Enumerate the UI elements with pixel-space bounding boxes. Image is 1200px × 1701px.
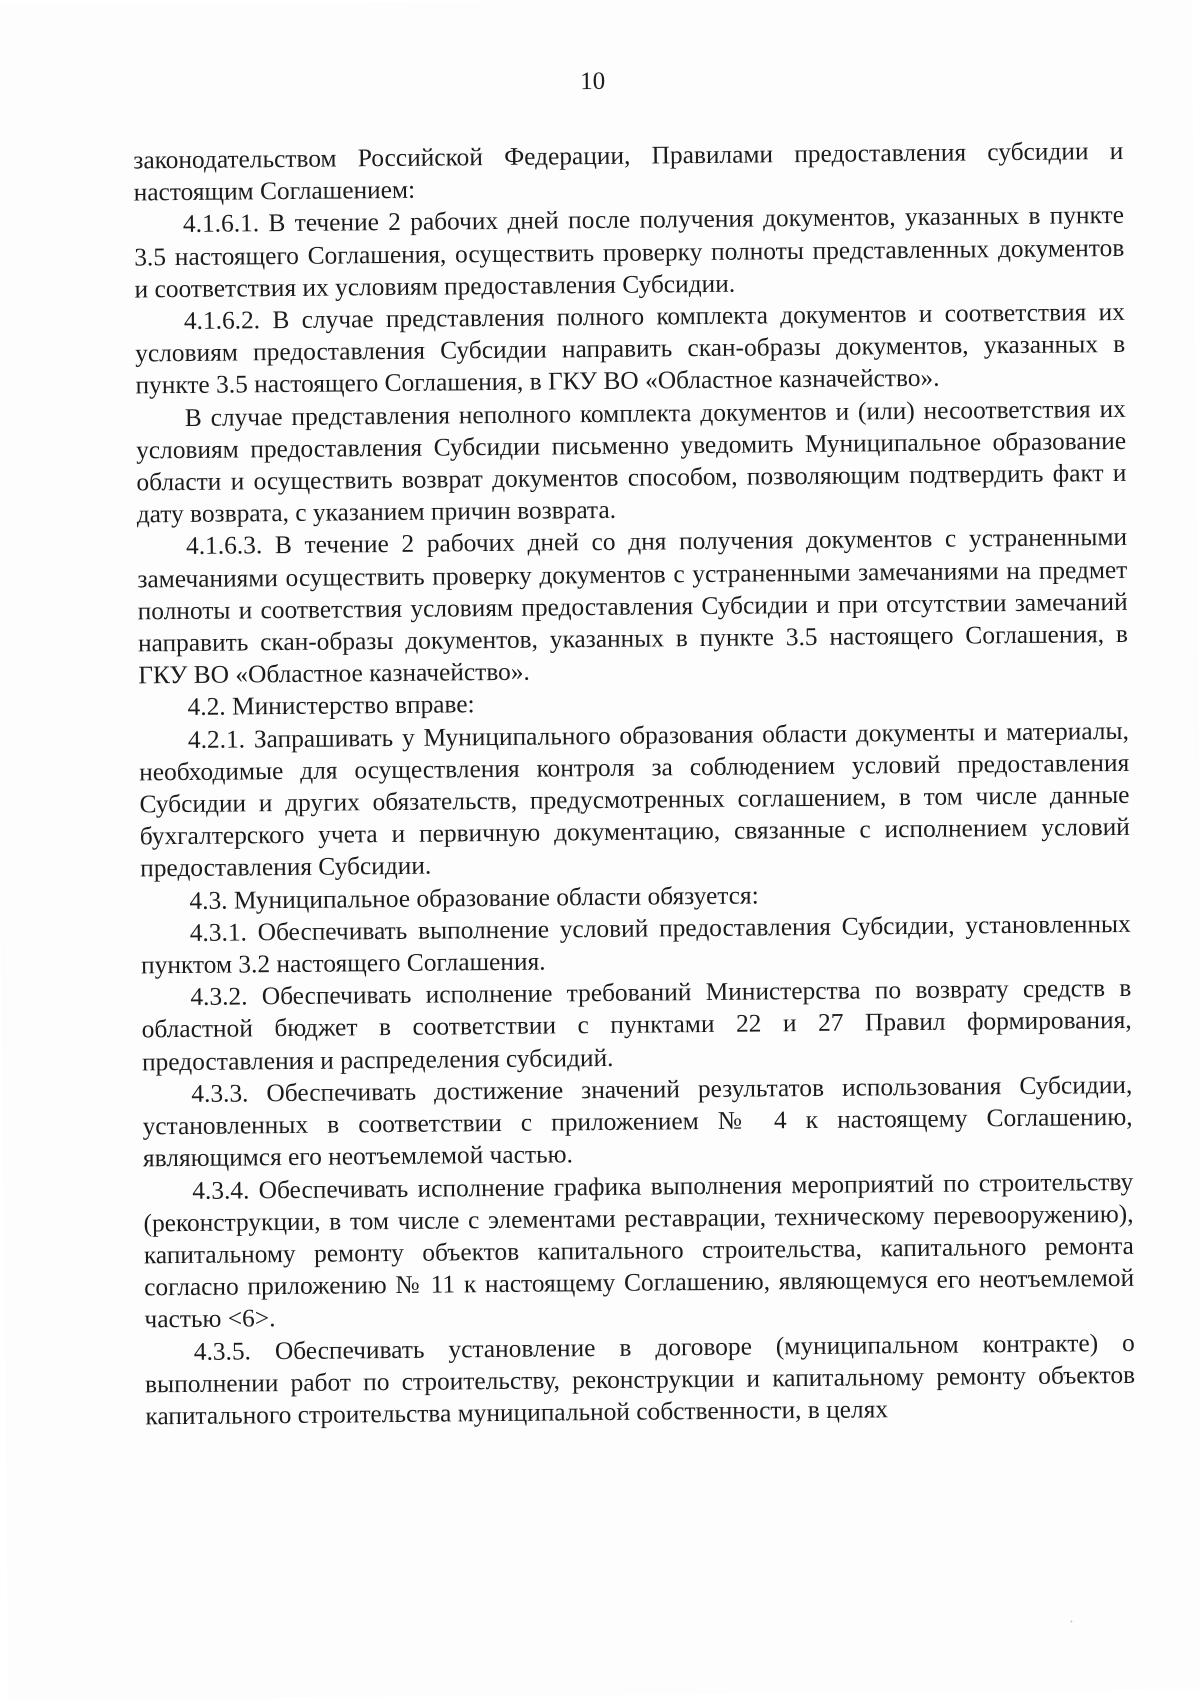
paragraph-4-1-6-1: 4.1.6.1. В течение 2 рабочих дней после получения документов, указанных в пункте 3.5 настоящего Соглашения, осуществить проверку полноты представленных документов и соответствия их условиям предоставления Субсидии. (134, 201, 1125, 304)
paragraph-continuation: законодательством Российской Федерации, Правилами предоставления субсидии и настоящим Соглашением: (133, 136, 1124, 207)
paragraph-4-1-6-3: 4.1.6.3. В течение 2 рабочих дней со дня получения документов с устраненными замечаниями осуществить проверку документов с устраненными замечаниями на предмет полноты и соответствия условиям предоставления Субсидии и при отсутствии замечаний направить скан-образы документов, указанных в пункте 3.5 настоящего Соглашения, в ГКУ ВО «Областное казначейство». (137, 523, 1129, 690)
paragraph-4-3-3: 4.3.3. Обеспечивать достижение значений результатов использования Субсидии, установленных в соответствии с приложением № 4 к настоящему Соглашению, являющимся его неотъемлемой частью. (142, 1070, 1133, 1173)
paragraph-4-2-1: 4.2.1. Запрашивать у Муниципального образования области документы и материалы, необходимые для осуществления контроля за соблюдением условий предоставления Субсидии и других обязательств, предусмотренных соглашением, в том числе данные бухгалтерского учета и первичную документацию, связанные с исполнением условий предоставления Субсидии. (139, 716, 1130, 883)
paragraph-4-1-6-2: 4.1.6.2. В случае представления полного комплекта документов и соответствия их условиям предоставления Субсидии направить скан-образы документов, указанных в пункте 3.5 настоящего Соглашения, в ГКУ ВО «Областное казначейство». (135, 297, 1126, 400)
scan-speck (1070, 1621, 1072, 1623)
paragraph-4-3-2: 4.3.2. Обеспечивать исполнение требований Министерства по возврату средств в областной бюджет в соответствии с пунктами 22 и 27 Правил формирования, предоставления и распределения субсидий. (141, 974, 1132, 1077)
paragraph-4-3-5: 4.3.5. Обеспечивать установление в договоре (муниципальном контракте) о выполнении работ по строительству, реконструкции и капитальному ремонту объектов капитального строительства муниципальной собственности, в целях (144, 1328, 1136, 1431)
paragraph-incomplete-documents: В случае представления неполного комплекта документов и (или) несоответствия их условиям предоставления Субсидии письменно уведомить Муниципальное образование области и осуществить возврат документов способом, позволяющим подтвердить факт и дату возврата, с указанием причин возврата. (136, 394, 1127, 529)
paragraph-4-3-1: 4.3.1. Обеспечивать выполнение условий предоставления Субсидии, установленных пунктом 3.2 настоящего Соглашения. (140, 909, 1131, 980)
paragraph-4-3-4: 4.3.4. Обеспечивать исполнение графика выполнения мероприятий по строительству (реконструкции, в том числе с элементами реставрации, техническому перевооружению), капитальному ремонту объектов капитального строительства, капитального ремонта согласно приложению № 11 к настоящему Соглашению, являющемуся его неотъемлемой частью <6>. (143, 1167, 1135, 1334)
paragraph-4-3: 4.3. Муниципальное образование области обязуется: (189, 881, 759, 915)
page-number: 10 (579, 67, 606, 96)
document-body (133, 135, 1135, 1433)
paragraph-4-2: 4.2. Министерство вправе: (187, 690, 475, 722)
